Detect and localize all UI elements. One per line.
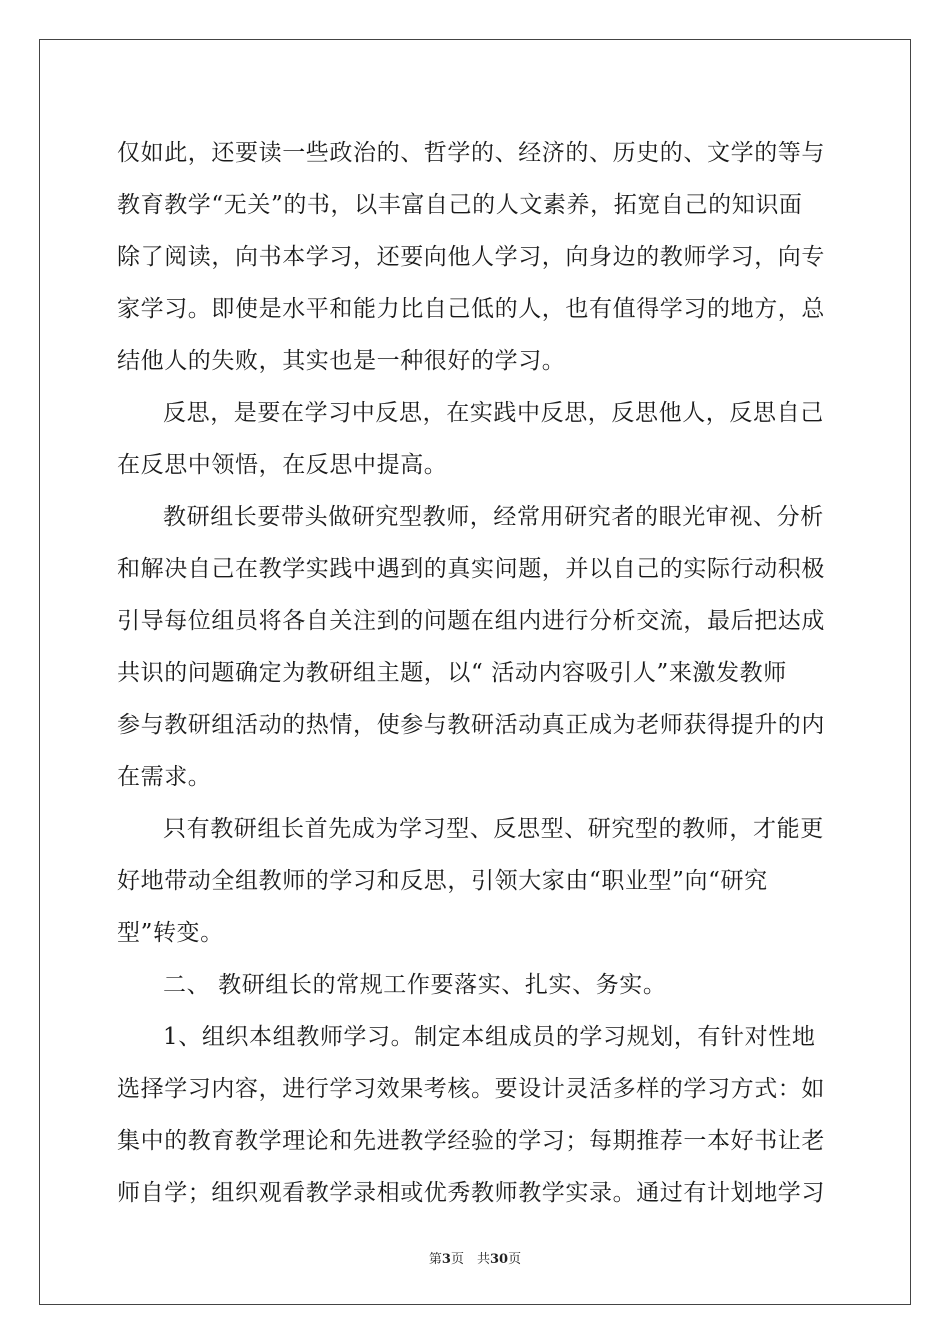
footer-middle: 页 共	[450, 1252, 490, 1267]
page-footer	[0, 1248, 950, 1267]
footer-suffix: 页	[508, 1252, 522, 1267]
document-body	[117, 127, 837, 1219]
text-line: 结他人的失败，其实也是一种很好的学习。	[117, 348, 566, 374]
text-line: 集中的教育教学理论和先进教学经验的学习；每期推荐一本好书让老	[117, 1128, 825, 1154]
text-line: 好地带动全组教师的学习和反思，引领大家由“职业型”向“研究	[117, 868, 768, 894]
text-line: 1、组织本组教师学习。制定本组成员的学习规划，有针对性地	[163, 1024, 816, 1050]
text-line: 在反思中领悟，在反思中提高。	[117, 452, 448, 478]
footer-prefix: 第	[428, 1252, 442, 1267]
text-line: 和解决自己在教学实践中遇到的真实问题，并以自己的实际行动积极	[117, 556, 825, 582]
text-line: 教研组长要带头做研究型教师，经常用研究者的眼光审视、分析	[163, 504, 824, 530]
text-line: 只有教研组长首先成为学习型、反思型、研究型的教师，才能更	[163, 816, 824, 842]
section-heading: 二、 教研组长的常规工作要落实、扎实、务实。	[163, 972, 667, 998]
text-line: 仅如此，还要读一些政治的、哲学的、经济的、历史的、文学的等与	[117, 140, 825, 166]
text-line: 教育教学“无关”的书，以丰富自己的人文素养，拓宽自己的知识面	[117, 192, 803, 218]
text-line: 除了阅读，向书本学习，还要向他人学习，向身边的教师学习，向专	[117, 244, 825, 270]
text-line: 反思，是要在学习中反思，在实践中反思，反思他人，反思自己	[163, 400, 824, 426]
text-line: 在需求。	[117, 764, 212, 790]
text-line: 共识的问题确定为教研组主题，以“ 活动内容吸引人”来激发教师	[117, 660, 787, 686]
text-line: 师自学；组织观看教学录相或优秀教师教学实录。通过有计划地学习	[117, 1180, 825, 1206]
text-line: 家学习。即使是水平和能力比自己低的人，也有值得学习的地方，总	[117, 296, 825, 322]
text-line: 型”转变。	[117, 920, 224, 946]
current-page-number: 3	[441, 1252, 451, 1267]
text-line: 引导每位组员将各自关注到的问题在组内进行分析交流，最后把达成	[117, 608, 825, 634]
total-pages-number: 30	[489, 1252, 509, 1267]
text-line: 选择学习内容，进行学习效果考核。要设计灵活多样的学习方式：如	[117, 1076, 825, 1102]
text-line: 参与教研组活动的热情，使参与教研活动真正成为老师获得提升的内	[117, 712, 825, 738]
